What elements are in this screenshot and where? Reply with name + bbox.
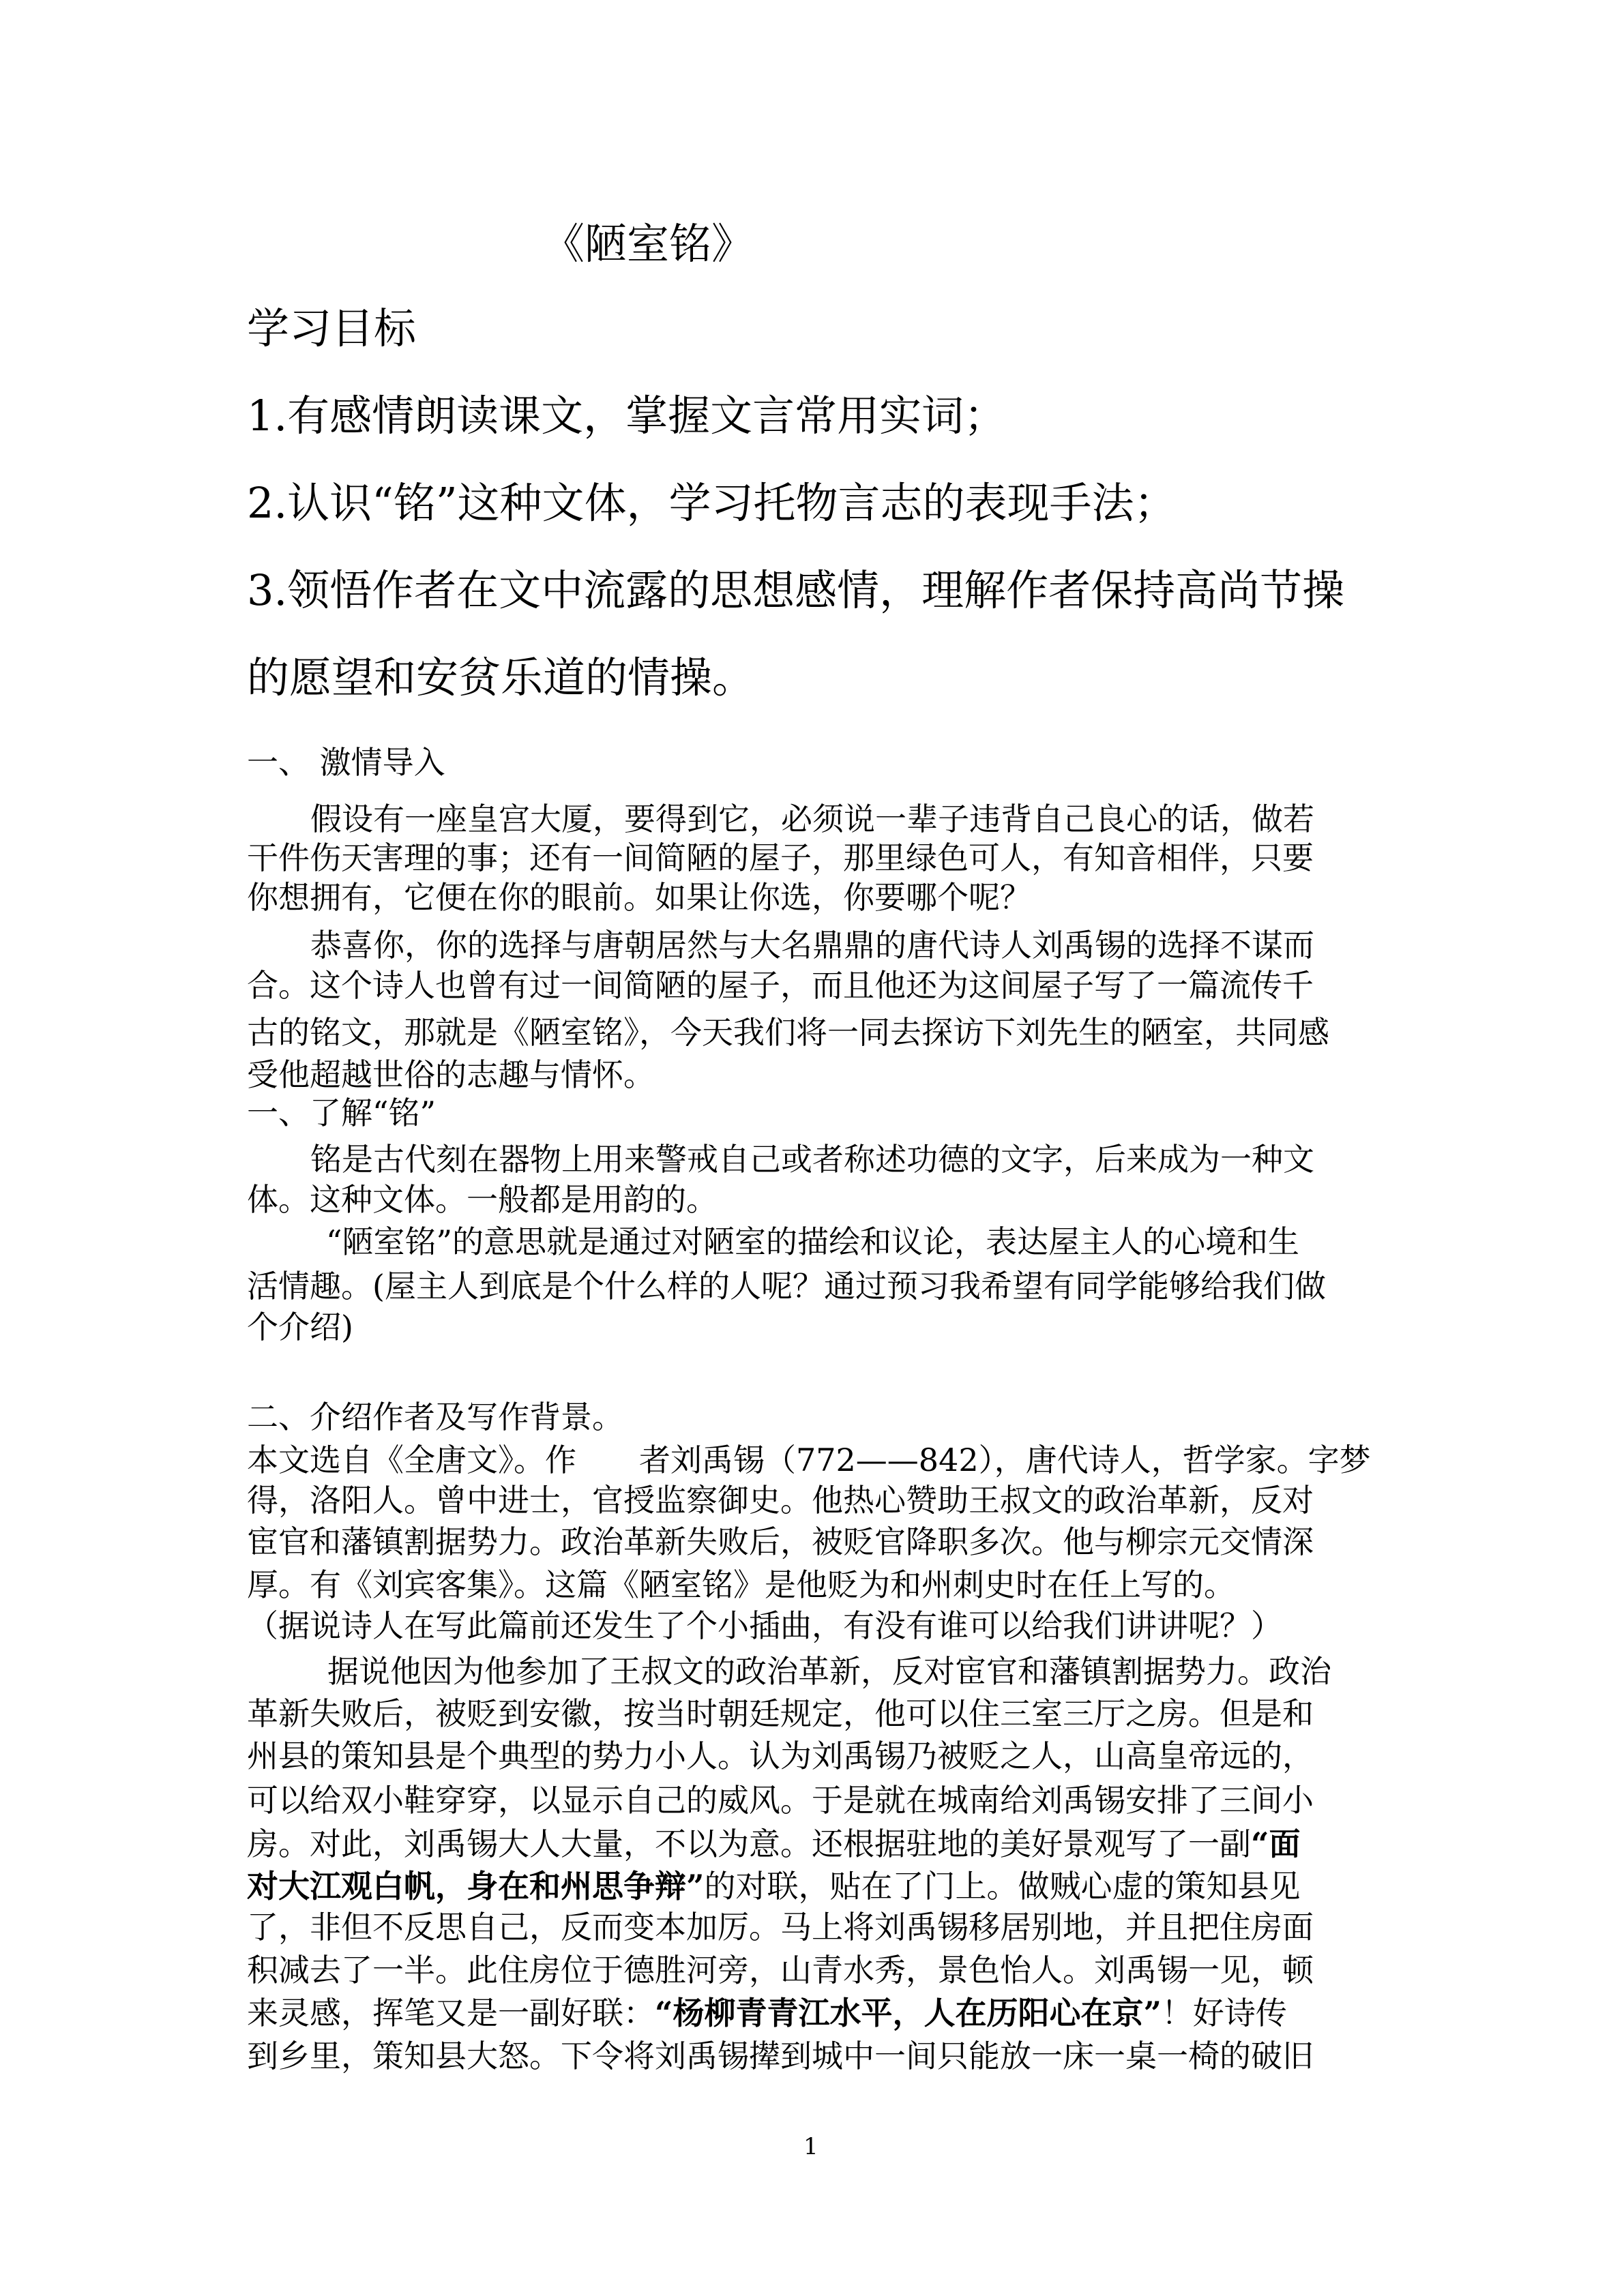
objectives-heading: 学习目标 — [247, 303, 417, 353]
objective-line: 1.有感情朗读课文，掌握文言常用实词； — [247, 391, 1007, 441]
paragraph-line — [247, 1819, 1300, 1864]
paragraph-line: 本文选自《全唐文》。作 者刘禹锡（772——842），唐代诗人，哲学家。字梦 — [247, 1442, 1371, 1478]
paragraph-text: ！好诗传 — [1161, 1995, 1287, 2031]
section-heading-author: 二、介绍作者及写作背景。 — [247, 1399, 623, 1435]
paragraph-line: 受他超越世俗的志趣与情怀。 — [247, 1056, 655, 1093]
section-heading-ming: 一、了解“铭” — [247, 1094, 437, 1131]
couplet-one-start: “面 — [1251, 1825, 1301, 1862]
objective-line: 的愿望和安贫乐道的情操。 — [247, 653, 755, 702]
paragraph-line: 宦官和藩镇割据势力。政治革新失败后，被贬官降职多次。他与柳宗元交情深 — [247, 1523, 1314, 1560]
paragraph-line: 州县的策知县是个典型的势力小人。认为刘禹锡乃被贬之人，山高皇帝远的， — [247, 1738, 1314, 1774]
paragraph-line: 可以给双小鞋穿穿，以显示自己的威风。于是就在城南给刘禹锡安排了三间小 — [247, 1782, 1314, 1819]
paragraph-line: 个介绍) — [247, 1309, 353, 1345]
couplet-two: “杨柳青青江水平，人在历阳心在京” — [655, 1995, 1162, 2031]
paragraph-text: 房。对此，刘禹锡大人大量，不以为意。还根据驻地的美好景观写了一副 — [247, 1825, 1251, 1862]
paragraph-line: 了，非但不反思自己，反而变本加厉。马上将刘禹锡移居别地，并且把住房面 — [247, 1909, 1314, 1945]
paragraph-line: 厚。有《刘宾客集》。这篇《陋室铭》是他贬为和州刺史时在任上写的。 — [247, 1566, 1235, 1603]
paragraph-line — [247, 1862, 1300, 1907]
objective-line: 2.认识“铭”这种文体，学习托物言志的表现手法； — [247, 478, 1177, 528]
section-heading-intro: 一、 激情导入 — [247, 744, 445, 781]
paragraph-line: 干件伤天害理的事；还有一间简陋的屋子，那里绿色可人，有知音相伴，只要 — [247, 839, 1314, 876]
paragraph-line: （据说诗人在写此篇前还发生了个小插曲，有没有谁可以给我们讲讲呢？） — [247, 1607, 1282, 1644]
paragraph-line — [247, 1988, 1287, 2033]
paragraph-line: 据说他因为他参加了王叔文的政治革新，反对宦官和藩镇割据势力。政治 — [327, 1653, 1331, 1690]
paragraph-line: 得，洛阳人。曾中进士，官授监察御史。他热心赞助王叔文的政治革新，反对 — [247, 1482, 1314, 1519]
paragraph-line: 体。这种文体。一般都是用韵的。 — [247, 1181, 718, 1218]
paragraph-line: 你想拥有，它便在你的眼前。如果让你选，你要哪个呢？ — [247, 879, 1031, 916]
paragraph-line: 到乡里，策知县大怒。下令将刘禹锡撵到城中一间只能放一床一桌一椅的破旧 — [247, 2038, 1314, 2074]
paragraph-line: 恭喜你，你的选择与唐朝居然与大名鼎鼎的唐代诗人刘禹锡的选择不谋而 — [310, 927, 1314, 964]
paragraph-line: 活情趣。(屋主人到底是个什么样的人呢？通过预习我希望有同学能够给我们做 — [247, 1268, 1326, 1304]
objective-line: 3.领悟作者在文中流露的思想感情，理解作者保持高尚节操 — [247, 565, 1345, 615]
paragraph-line: 积减去了一半。此住房位于德胜河旁，山青水秀，景色怡人。刘禹锡一见，顿 — [247, 1952, 1314, 1988]
page-title: 《陋室铭》 — [542, 219, 754, 269]
paragraph-text: 的对联，贴在了门上。做贼心虚的策知县见 — [704, 1868, 1301, 1905]
couplet-one: 对大江观白帆，身在和州思争辩” — [247, 1868, 705, 1905]
page-number: 1 — [803, 2133, 818, 2160]
paragraph-line: 古的铭文，那就是《陋室铭》，今天我们将一同去探访下刘先生的陋室，共同感 — [247, 1014, 1329, 1051]
paragraph-line: “陋室铭”的意思就是通过对陋室的描绘和议论，表达屋主人的心境和生 — [326, 1223, 1300, 1260]
paragraph-line: 假设有一座皇宫大厦，要得到它，必须说一辈子违背自己良心的话，做若 — [310, 801, 1314, 837]
paragraph-line: 铭是古代刻在器物上用来警戒自己或者称述功德的文字，后来成为一种文 — [310, 1141, 1314, 1178]
paragraph-text: 来灵感，挥笔又是一副好联： — [247, 1995, 655, 2031]
paragraph-line: 革新失败后，被贬到安徽，按当时朝廷规定，他可以住三室三厅之房。但是和 — [247, 1695, 1314, 1732]
paragraph-line: 合。这个诗人也曾有过一间简陋的屋子，而且他还为这间屋子写了一篇流传千 — [247, 967, 1314, 1004]
